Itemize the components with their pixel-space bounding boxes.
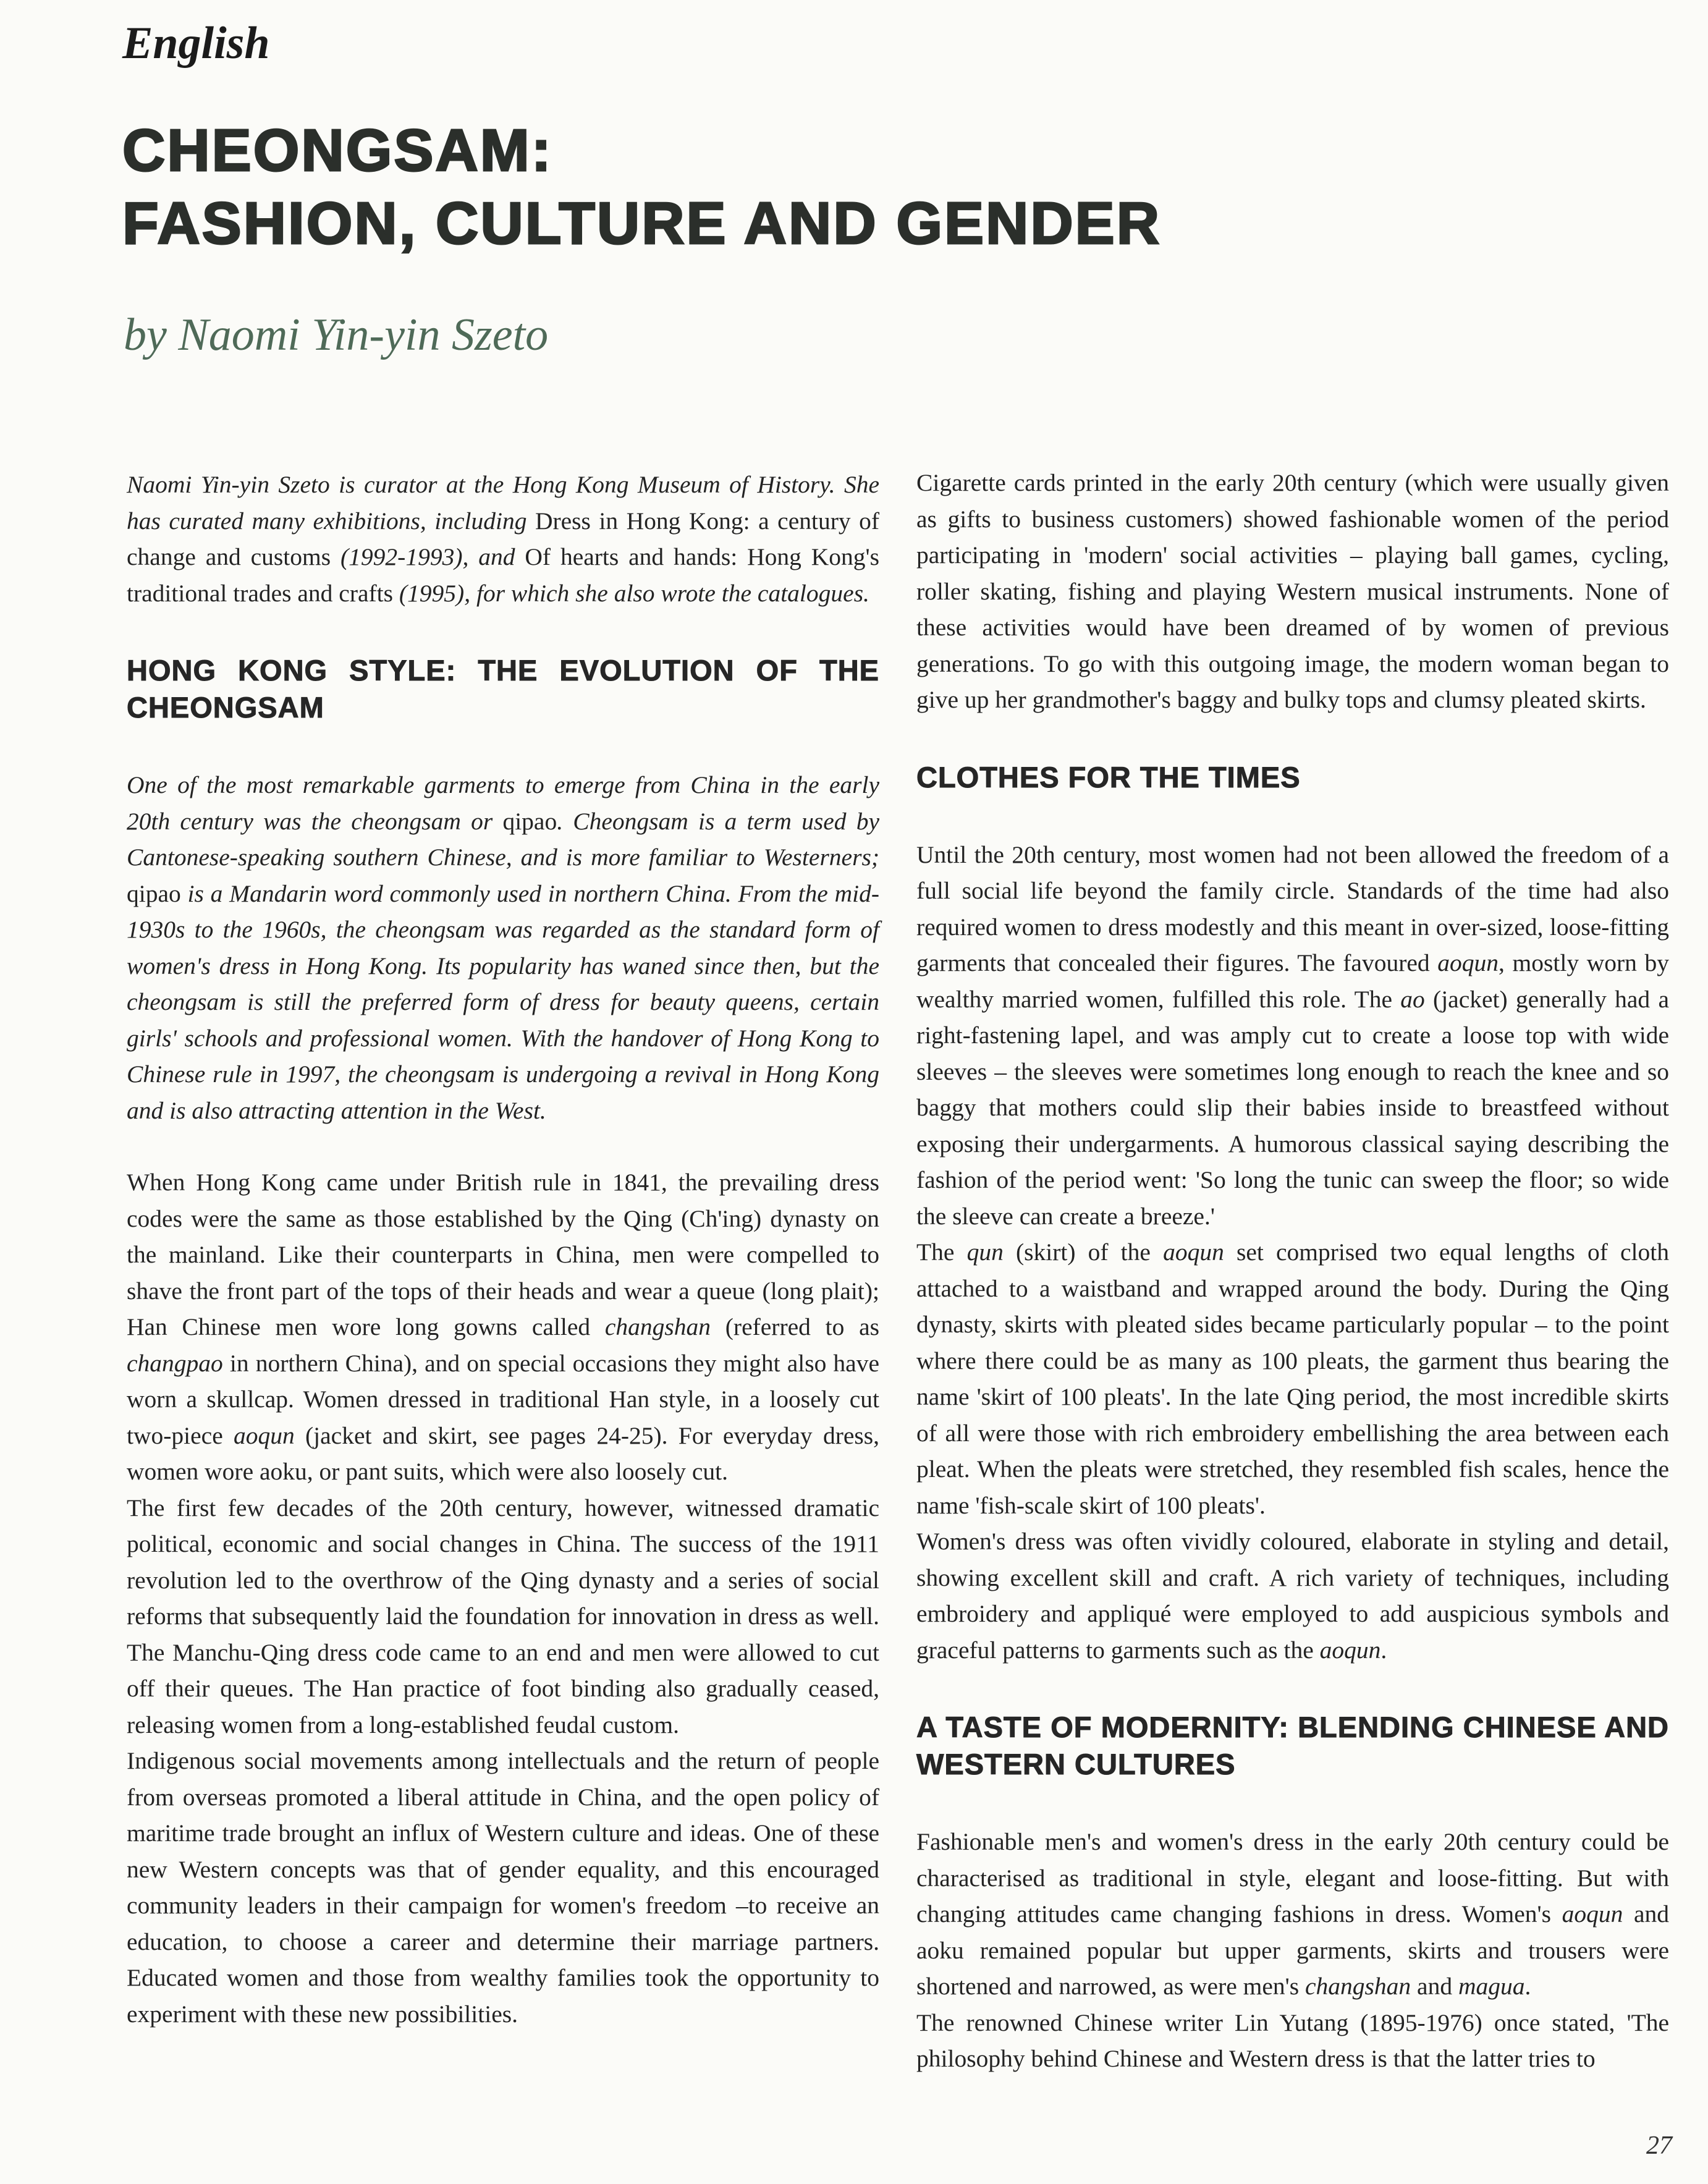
title-line-2: FASHION, CULTURE AND GENDER xyxy=(122,190,1162,256)
section-heading-clothes: CLOTHES FOR THE TIMES xyxy=(916,760,1301,794)
intro-paragraph: One of the most remarkable garments to emerge from China in the early 20th century was the cheongsam or qipao. Cheongsam is a term used by Cantonese-speaking southern Chinese, and is more familiar to Westerners; qipao is a Mandarin word commonly used in northern China. From the mid-1930s to the 1960s, the cheongsam was regarded as the standard form of women's dress in Hong Kong. Its popularity has waned since then, but the cheongsam is still the preferred form of dress for beauty queens, certain girls' schools and professional women. With the handover of Hong Kong to Chinese rule in 1997, the cheongsam is undergoing a revival in Hong Kong and is also attracting attention in the West. xyxy=(127,771,879,1124)
section-heading-evolution: HONG KONG STYLE: THE EVOLUTION OF THE CHEONGSAM xyxy=(127,654,879,724)
page-number: 27 xyxy=(1646,2131,1672,2160)
body-paragraph: Indigenous social movements among intellectuals and the return of people from overseas promoted a liberal attitude in China, and the open policy of maritime trade brought an influx of Western culture and ideas. One of these new Western concepts was that of gender equality, and this encouraged community leaders in their campaign for women's freedom –to receive an education, to choose a career and determine their marriage partners. Educated women and those from wealthy families took the opportunity to experiment with these new possibilities. xyxy=(127,1747,879,2028)
exhibition-title-1: Dress in Hong Kong: a century of change and customs xyxy=(127,507,879,570)
body-paragraph: When Hong Kong came under British rule in 1841, the prevailing dress codes were the same as those established by the Qing (Ch'ing) dynasty on the mainland. Like their counterparts in China, men were compelled to shave the front part of the tops of their heads and wear a queue (long plait); Han Chinese men wore long gowns called changshan (referred to as changpao in northern China), and on special occasions they might also have worn a skullcap. Women dressed in traditional Han style, in a loosely cut two-piece aoqun (jacket and skirt, see pages 24-25). For everyday dress, women wore aoku, or pant suits, which were also loosely cut. xyxy=(127,1169,879,1485)
left-column xyxy=(127,467,879,2032)
article-title xyxy=(122,114,1161,260)
body-paragraph: Women's dress was often vividly coloured, elaborate in styling and detail, showing excellent skill and craft. A rich variety of techniques, including embroidery and appliqué were employed to add auspicious symbols and graceful patterns to garments such as the aoqun. xyxy=(916,1528,1669,1664)
body-paragraph: The first few decades of the 20th century, however, witnessed dramatic political, economic and social changes in China. The success of the 1911 revolution led to the overthrow of the Qing dynasty and a series of social reforms that subsequently laid the foundation for innovation in dress as well. The Manchu-Qing dress code came to an end and men were allowed to cut off their queues. The Han practice of foot binding also gradually ceased, releasing women from a long-established feudal custom. xyxy=(127,1494,879,1738)
author-byline: by Naomi Yin-yin Szeto xyxy=(124,310,549,360)
right-column xyxy=(916,465,1669,2077)
body-paragraph: Until the 20th century, most women had not been allowed the freedom of a full social life beyond the family circle. Standards of the time had also required women to dress modestly and this meant in over-sized, loose-fitting garments that concealed their figures. The favoured aoqun, mostly worn by wealthy married women, fulfilled this role. The ao (jacket) generally had a right-fastening lapel, and was amply cut to create a loose top with wide sleeves – the sleeves were sometimes long enough to reach the knee and so baggy that mothers could slip their babies inside to breastfeed without exposing their undergarments. A humorous classical saying describing the fashion of the period went: 'So long the tunic can sweep the floor; so wide the sleeve can create a breeze.' xyxy=(916,840,1669,1230)
body-paragraph: Cigarette cards printed in the early 20th century (which were usually given as gifts to business customers) showed fashionable women of the period participating in 'modern' social activities – playing ball games, cycling, roller skating, fishing and playing Western musical instruments. None of these activities would have been dreamed of by women of previous generations. To go with this outgoing image, the modern woman began to give up her grandmother's baggy and bulky tops and clumsy pleated skirts. xyxy=(916,469,1669,713)
body-paragraph: Fashionable men's and women's dress in the early 20th century could be characterised as traditional in style, elegant and loose-fitting. But with changing attitudes came changing fashions in dress. Women's aoqun and aoku remained popular but upper garments, skirts and trousers were shortened and narrowed, as were men's changshan and magua. xyxy=(916,1828,1669,2000)
body-paragraph: The qun (skirt) of the aoqun set comprised two equal lengths of cloth attached to a waistband and wrapped around the body. During the Qing dynasty, skirts with pleated sides became particularly popular – to the point where there could be as many as 100 pleats, the garment thus bearing the name 'skirt of 100 pleats'. In the late Qing period, the most incredible skirts of all were those with rich embroidery embellishing the area between each pleat. When the pleats were stretched, they resembled fish scales, hence the name 'fish-scale skirt of 100 pleats'. xyxy=(916,1238,1669,1519)
title-line-1: CHEONGSAM: xyxy=(122,117,553,184)
body-paragraph: The renowned Chinese writer Lin Yutang (1895-1976) once stated, 'The philosophy behind Chinese and Western dress is that the latter tries to xyxy=(916,2008,1669,2072)
exhibition-title-2: Of hearts and hands: Hong Kong's traditional trades and crafts xyxy=(127,543,879,607)
section-label: English xyxy=(122,18,270,69)
section-heading-modernity: A TASTE OF MODERNITY: BLENDING CHINESE AND WESTERN CULTURES xyxy=(916,1711,1669,1780)
author-bio: Naomi Yin-yin Szeto is curator at the Hong Kong Museum of History. She has curated many exhibitions, including Dress in Hong Kong: a century of change and customs (1992-1993), and Of hearts and hands: Hong Kong's traditional trades and crafts (1995), for which she also wrote the catalogues. xyxy=(127,471,879,607)
